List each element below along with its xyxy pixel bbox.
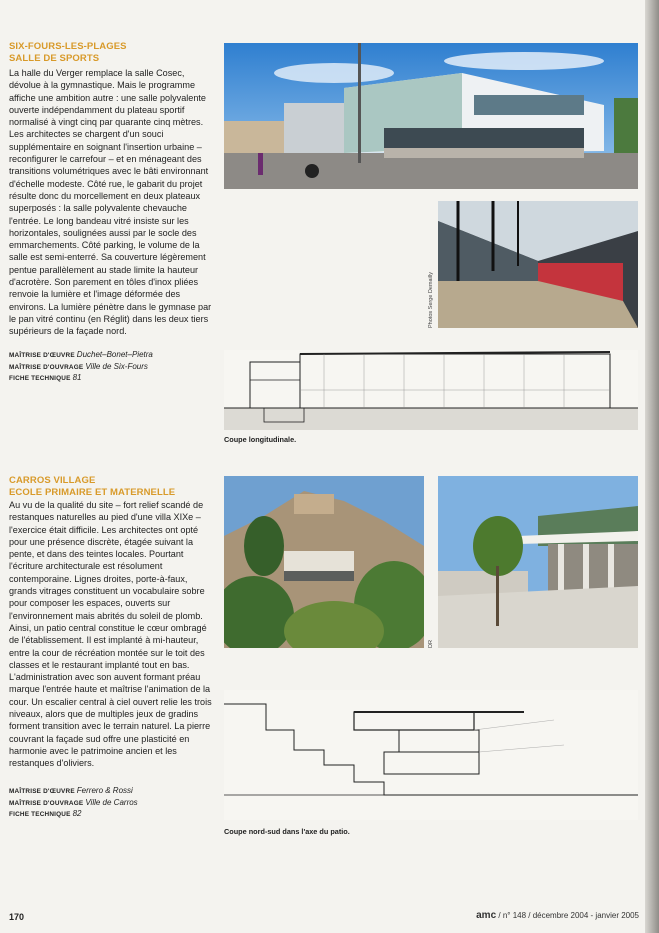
section1-heading-line1: SIX-FOURS-LES-PLAGES	[9, 41, 127, 52]
north-south-section-drawing	[224, 690, 638, 820]
section1-heading-line2: SALLE DE SPORTS	[9, 53, 100, 64]
credit-label: FICHE TECHNIQUE	[9, 375, 71, 382]
section1-photo-credit: Photos Serge Demailly	[428, 272, 434, 328]
section2-heading-line1: CARROS VILLAGE	[9, 475, 96, 486]
section2-heading	[9, 475, 175, 499]
credit-label: MAÎTRISE D'OUVRAGE	[9, 799, 84, 807]
page-number: 170	[9, 912, 25, 922]
page-edge	[645, 0, 659, 933]
section1-body: La halle du Verger remplace la salle Cosec, dévolue à la gymnastique. Mais le programme affiche une ambition autre : une salle polyvalente ouverte indépendamment du plateau sportif normalisé à vingt cinq par quarante cinq mètres. Les architectes se chargent d'un souci supplémentaire en soignant l'insertion urbaine – reconfigurer le carrefour – et en ménageant des transitions volumétriques avec le bâti environnant d'échelle modeste. Côté rue, le gabarit du projet résulte donc du morcellement en deux plateaux superposés : la salle polyvalente chevauche l'entrée. Le long bandeau vitré insiste sur les horizontales, soulignées aussi par le socle des emmarchements. Côté parking, le volume de la salle est semi-enterré. Sa couverture légèrement pentue parallèlement au stade limite la hauteur d'acrotère. Son parement en tôles d'inox pliées renvoie la lumière et l'image déformée des environs. La lumière pénètre dans le gymnase par le pan vitré continu (en Réglit) dans les deux tiers supérieurs de la façade nord.	[9, 68, 212, 337]
section2-credits	[9, 786, 214, 821]
journal-brand: amc	[476, 910, 497, 921]
credit-value: Ferrero & Rossi	[76, 786, 133, 795]
sports-hall-exterior-photo	[224, 43, 638, 189]
credit-value: 81	[72, 373, 82, 382]
footer-journal	[476, 910, 639, 921]
longitudinal-section-drawing	[224, 350, 638, 430]
credit-value: 82	[72, 809, 82, 818]
credit-value: Ville de Carros	[85, 797, 138, 807]
journal-issue: / n° 148 / décembre 2004 - janvier 2005	[498, 911, 639, 920]
section2-heading-line2: ECOLE PRIMAIRE ET MATERNELLE	[9, 487, 176, 498]
credit-value: Ville de Six-Fours	[85, 361, 148, 371]
section1-credits	[9, 350, 214, 385]
section2-body: Au vu de la qualité du site – fort relief scandé de restanques naturelles au pied d'une villa XIXe – l'exercice était difficile. Les architectes ont opté pour une présence discrète, étagée suivant la pente, et dans des teintes locales. Pourtant l'écriture architecturale est résolument contemporaine. Lignes droites, porte-à-faux, grands vitrages constituent un vocabulaire sobre pour composer les espaces, ouverts sur l'environnement mais abrités du soleil de plomb. Ainsi, un patio central constitue le cœur ombragé de l'établissement. Il est implanté à mi-hauteur, entre la cour de récréation montée sur le toit des classes et le restaurant implanté tout en bas. L'administration avec son auvent formant préau marque l'entrée haute et maîtrise l'animation de la cour. Un escalier central à ciel ouvert relie les trois niveaux, alors que de multiples jeux de gradins forment transition avec le terrain naturel. La pierre couvrant la façade sud offre une plasticité en harmonie avec le patrimoine ancien et les restanques d'oliviers.	[9, 500, 212, 769]
section1-caption: Coupe longitudinale.	[224, 435, 297, 444]
credit-label: MAÎTRISE D'ŒUVRE	[9, 352, 75, 359]
credit-label: FICHE TECHNIQUE	[9, 811, 71, 818]
credit-label: MAÎTRISE D'OUVRAGE	[9, 363, 84, 371]
section2-caption: Coupe nord-sud dans l'axe du patio.	[224, 827, 350, 836]
gymnasium-interior-photo	[438, 201, 638, 328]
village-hillside-photo	[224, 476, 424, 648]
section2-photo-credit: DR	[428, 640, 434, 648]
section1-heading	[9, 41, 127, 65]
school-patio-photo	[438, 476, 638, 648]
credit-label: MAÎTRISE D'ŒUVRE	[9, 788, 75, 795]
credit-value: Duchet–Bonet–Pietra	[76, 350, 153, 359]
